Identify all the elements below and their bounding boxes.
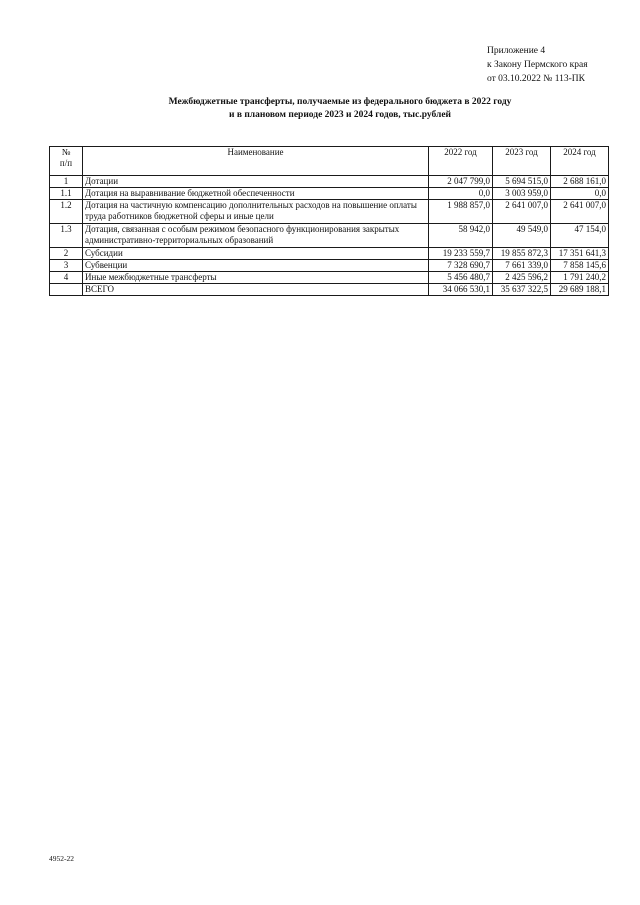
value-2024: 1 791 240,2 <box>551 272 609 284</box>
value-2024: 29 689 188,1 <box>551 284 609 296</box>
value-2022: 58 942,0 <box>429 224 493 248</box>
value-2022: 2 047 799,0 <box>429 176 493 188</box>
table-row <box>50 272 609 284</box>
document-code: 4952-22 <box>49 854 74 863</box>
column-header-name: Наименование <box>83 147 429 176</box>
row-name: Субсидии <box>83 248 429 260</box>
table-row <box>50 176 609 188</box>
document-title <box>110 96 570 122</box>
appendix-line-1: Приложение 4 <box>487 46 546 56</box>
row-name: Дотация, связанная с особым режимом безопасного функционирования закрытых административно-территориальных образований <box>83 224 429 248</box>
row-name: Дотация на частичную компенсацию дополнительных расходов на повышение оплаты труда работников бюджетной сферы и иные цели <box>83 200 429 224</box>
value-2023: 35 637 322,5 <box>493 284 551 296</box>
row-number: 4 <box>50 272 83 284</box>
table-row <box>50 188 609 200</box>
value-2022: 0,0 <box>429 188 493 200</box>
value-2023: 2 641 007,0 <box>493 200 551 224</box>
row-number: 2 <box>50 248 83 260</box>
column-header-2024: 2024 год <box>551 147 609 176</box>
value-2022: 19 233 559,7 <box>429 248 493 260</box>
appendix-header <box>487 44 588 86</box>
value-2024: 47 154,0 <box>551 224 609 248</box>
value-2022: 7 328 690,7 <box>429 260 493 272</box>
column-header-2023: 2023 год <box>493 147 551 176</box>
column-header-2022: 2022 год <box>429 147 493 176</box>
value-2024: 7 858 145,6 <box>551 260 609 272</box>
value-2024: 0,0 <box>551 188 609 200</box>
value-2023: 3 003 959,0 <box>493 188 551 200</box>
transfers-table <box>49 146 609 296</box>
table-row <box>50 260 609 272</box>
value-2023: 7 661 339,0 <box>493 260 551 272</box>
column-header-number <box>50 147 83 176</box>
value-2023: 5 694 515,0 <box>493 176 551 188</box>
row-name: Иные межбюджетные трансферты <box>83 272 429 284</box>
table-total-row <box>50 284 609 296</box>
value-2024: 2 688 161,0 <box>551 176 609 188</box>
value-2024: 17 351 641,3 <box>551 248 609 260</box>
row-name: Дотация на выравнивание бюджетной обеспеченности <box>83 188 429 200</box>
row-name: Субвенции <box>83 260 429 272</box>
value-2023: 2 425 596,2 <box>493 272 551 284</box>
row-name: Дотации <box>83 176 429 188</box>
table-row <box>50 248 609 260</box>
column-header-number-line2: п/п <box>59 158 73 168</box>
value-2023: 49 549,0 <box>493 224 551 248</box>
row-number: 1.1 <box>50 188 83 200</box>
row-number: 1.3 <box>50 224 83 248</box>
column-header-number-line1: № <box>61 147 71 157</box>
table-header-row <box>50 147 609 176</box>
row-number: 3 <box>50 260 83 272</box>
appendix-line-3: от 03.10.2022 № 113-ПК <box>487 74 585 84</box>
value-2022: 5 456 480,7 <box>429 272 493 284</box>
value-2023: 19 855 872,3 <box>493 248 551 260</box>
appendix-line-2: к Закону Пермского края <box>487 60 588 70</box>
value-2024: 2 641 007,0 <box>551 200 609 224</box>
row-number <box>50 284 83 296</box>
table-row <box>50 224 609 248</box>
table-row <box>50 200 609 224</box>
row-number: 1.2 <box>50 200 83 224</box>
title-line-2: и в плановом периоде 2023 и 2024 годов, тыс.рублей <box>228 110 452 120</box>
row-name: ВСЕГО <box>83 284 429 296</box>
row-number: 1 <box>50 176 83 188</box>
value-2022: 34 066 530,1 <box>429 284 493 296</box>
value-2022: 1 988 857,0 <box>429 200 493 224</box>
title-line-1: Межбюджетные трансферты, получаемые из федерального бюджета в 2022 году <box>168 97 512 107</box>
